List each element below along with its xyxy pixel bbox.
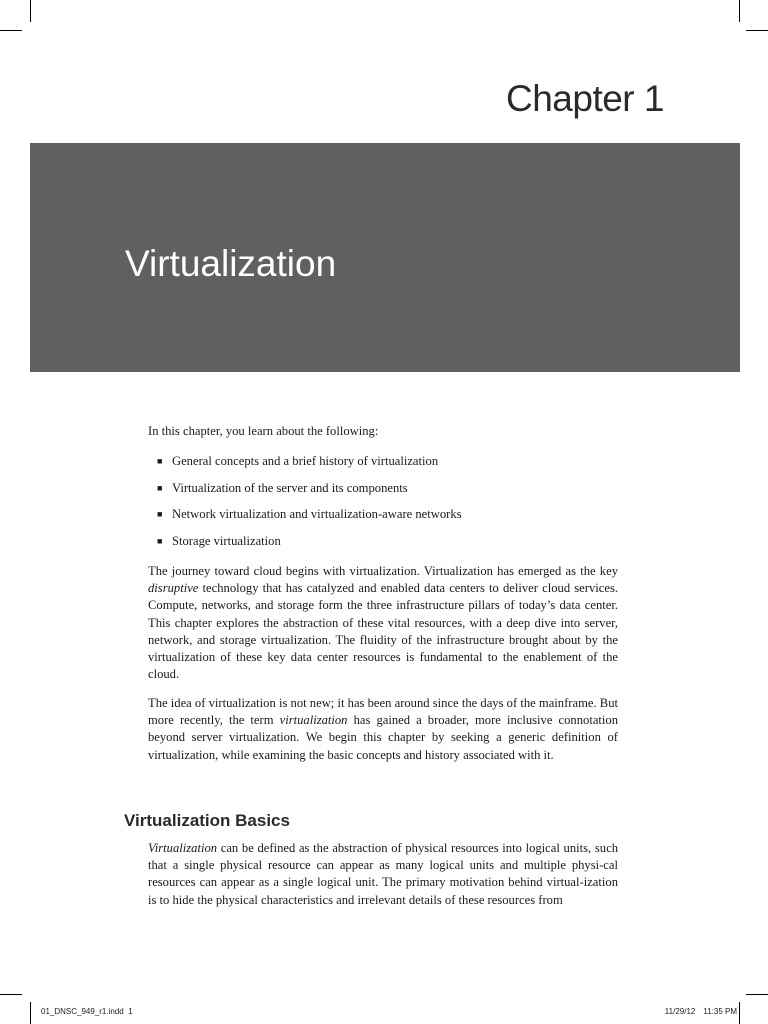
paragraph-text: The idea of virtualization is not new; it has been around since the days of the mainframe. But more recently, the term — [148, 696, 618, 728]
crop-mark — [739, 1002, 740, 1024]
footer-file-info — [41, 1007, 133, 1016]
crop-mark — [30, 1002, 31, 1024]
list-item — [157, 533, 462, 560]
emphasis-text: Virtualization — [148, 841, 218, 855]
bullet-icon: ■ — [157, 535, 163, 546]
footer-filename: 01_DNSC_949_r1.indd — [41, 1007, 124, 1016]
paragraph — [148, 563, 618, 683]
crop-mark — [746, 30, 768, 31]
bullet-icon: ■ — [157, 509, 163, 519]
footer-date: 11/29/12 — [664, 1007, 696, 1016]
footer-timestamp — [657, 1007, 737, 1016]
list-item-text: Virtualization of the server and its components — [172, 480, 408, 495]
chapter-label: Chapter 1 — [506, 78, 664, 119]
title-band — [30, 143, 740, 372]
paragraph — [148, 840, 618, 909]
footer-time: 11:35 PM — [703, 1007, 737, 1016]
paragraph-text: The journey toward cloud begins with virtualization. Virtualization has emerged as the key — [148, 564, 618, 578]
paragraph-text: has gained a broader, more inclusive connotation beyond server virtualization. We begin this chapter by seeking a generic definition of virtualization, while examining the basic concepts and history associated with it. — [148, 713, 618, 762]
topic-list — [157, 453, 462, 559]
intro-lead: In this chapter, you learn about the following: — [148, 424, 379, 438]
paragraph-text: can be defined as the abstraction of physical resources into logical units, such that a single physical resource can appear as many logical units and multiple physi-cal resources can appear as a single logical unit. The primary motivation behind virtual-ization is to hide the physical characteristics and irrelevant details of these resources from — [148, 841, 618, 907]
emphasis-text: virtualization — [279, 713, 348, 728]
list-item-text: Network virtualization and virtualization-aware networks — [172, 507, 462, 521]
section-heading: Virtualization Basics — [124, 811, 290, 830]
crop-mark — [746, 994, 768, 995]
emphasis-text: disruptive — [148, 581, 199, 596]
crop-mark — [0, 30, 22, 31]
chapter-title: Virtualization — [125, 243, 337, 284]
paragraph-text: technology that has catalyzed and enabled data centers to deliver cloud services. Compute, networks, and storage form the three infrastructure pillars of today’s data center. This chapter explores the abstraction of these vital resources, with a deep dive into server, network, and storage virtualization. The fluidity of the infrastructure brought about by the virtualization of these key data center resources is fundamental to the enablement of the cloud. — [148, 581, 618, 682]
bullet-icon: ■ — [157, 456, 163, 466]
list-item — [157, 453, 462, 480]
list-item-text: Storage virtualization — [172, 533, 281, 548]
crop-mark — [739, 0, 740, 22]
list-item — [157, 480, 462, 507]
bullet-icon: ■ — [157, 482, 163, 493]
footer-page: 1 — [128, 1007, 133, 1016]
crop-mark — [0, 994, 22, 995]
paragraph — [148, 695, 618, 764]
list-item — [157, 506, 462, 533]
list-item-text: General concepts and a brief history of virtualization — [172, 454, 439, 468]
crop-mark — [30, 0, 31, 22]
